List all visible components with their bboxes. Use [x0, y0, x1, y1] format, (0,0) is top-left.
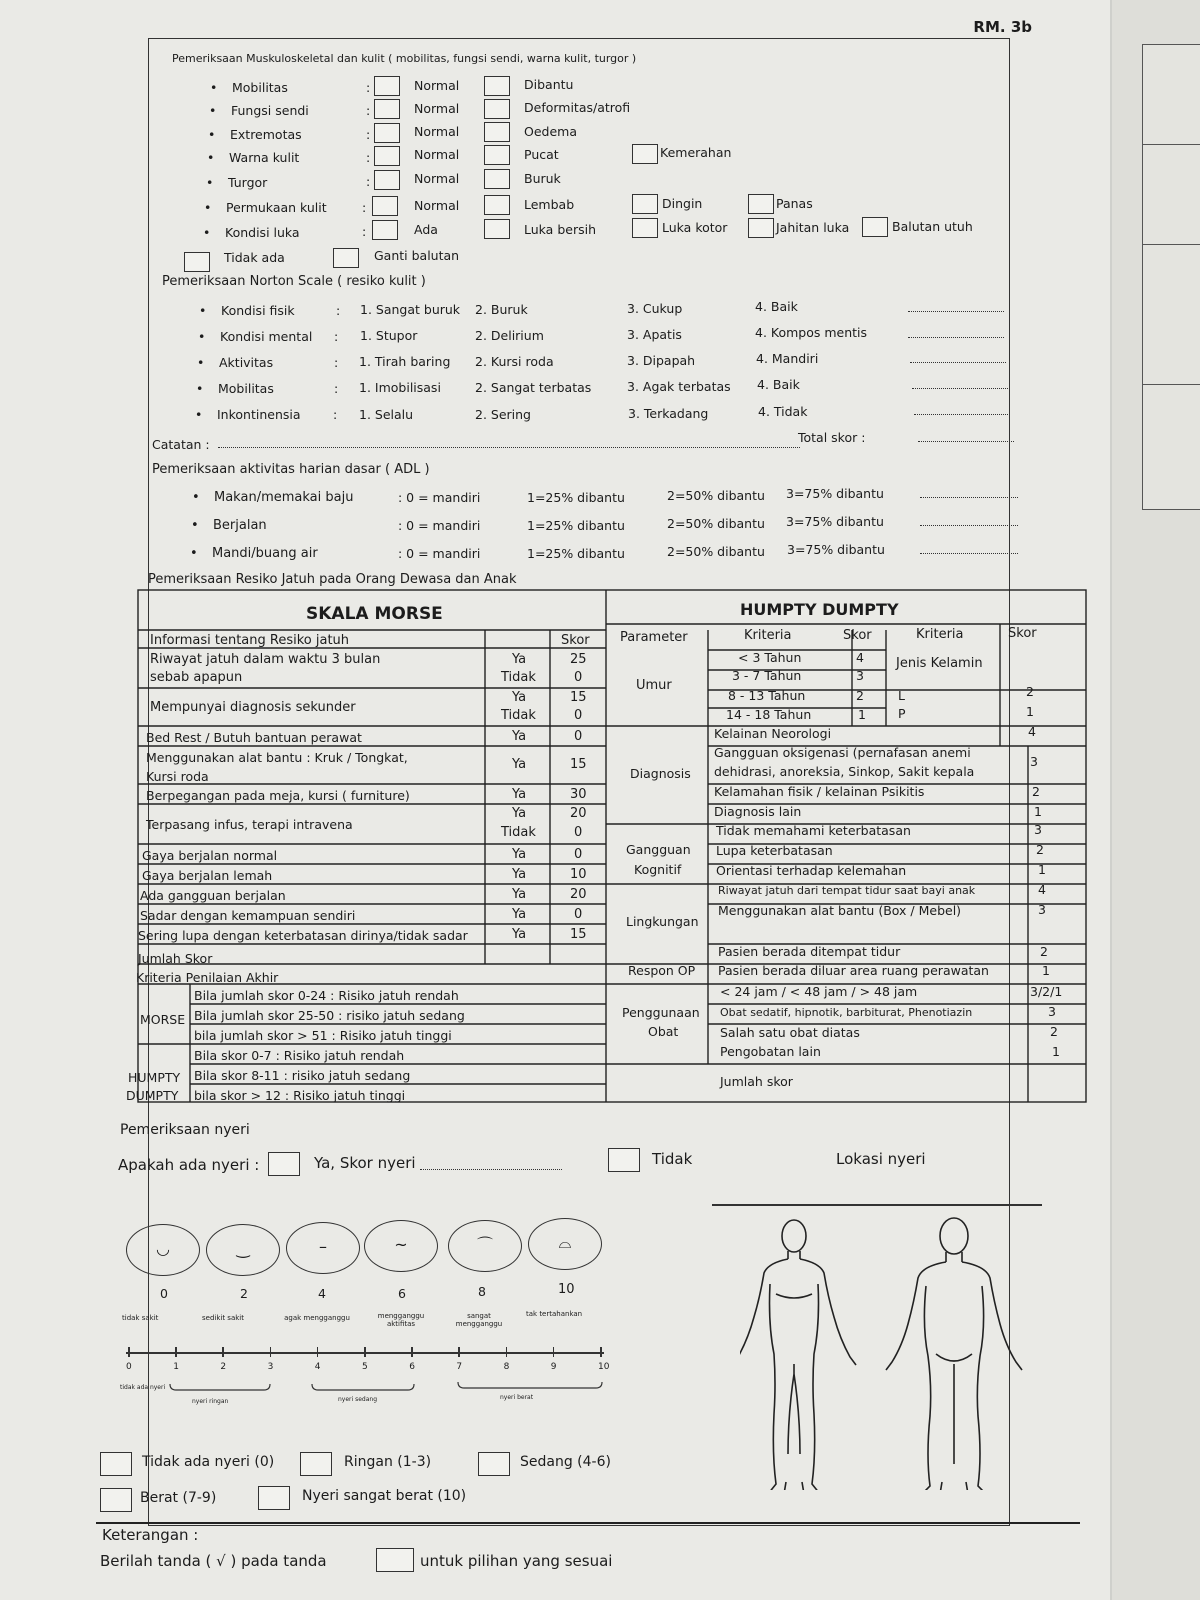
checkbox-pain-severe[interactable] — [100, 1488, 132, 1512]
face-4-icon: – — [286, 1222, 360, 1274]
scale-number: 2 — [220, 1362, 227, 1372]
face-6-icon: ~ — [364, 1220, 438, 1272]
scale-number: 7 — [456, 1362, 463, 1372]
checkbox-pain-moderate[interactable] — [478, 1452, 510, 1476]
body-front-icon — [740, 1220, 856, 1490]
face-0-icon: ◡ — [126, 1224, 200, 1276]
adjacent-box — [1142, 244, 1200, 386]
adjacent-page — [1112, 0, 1200, 1600]
scale-number: 10 — [598, 1362, 610, 1372]
scale-number: 3 — [267, 1362, 274, 1372]
checkbox-pain-mild[interactable] — [300, 1452, 332, 1476]
scale-number: 0 — [126, 1362, 132, 1372]
jatuh-title: Pemeriksaan Resiko Jatuh pada Orang Dewasa dan Anak — [148, 572, 517, 587]
musculo-label: • Fungsi sendi — [231, 103, 309, 118]
musculo-label: • Turgor — [228, 175, 267, 190]
checkbox-pain-very-severe[interactable] — [258, 1486, 290, 1510]
scale-number: 6 — [409, 1362, 415, 1372]
musculo-label: • Kondisi luka — [225, 225, 300, 240]
scale-number: 8 — [503, 1362, 510, 1372]
nyeri-title: Pemeriksaan nyeri — [120, 1122, 250, 1138]
scale-number: 9 — [550, 1362, 557, 1372]
musculo-label: • Warna kulit — [229, 150, 299, 165]
scale-number: 4 — [314, 1362, 321, 1372]
adl-title: Pemeriksaan aktivitas harian dasar ( ADL ) — [152, 462, 430, 477]
morse-title: SKALA MORSE — [306, 604, 443, 624]
form-code: RM. 3b — [973, 18, 1032, 36]
body-map[interactable] — [740, 1214, 1040, 1490]
musculo-label: • Permukaan kulit — [226, 200, 327, 215]
scale-number: 1 — [173, 1362, 179, 1372]
face-2-icon: ‿ — [206, 1224, 280, 1276]
face-8-icon: ⌒ — [448, 1220, 522, 1272]
musculo-label: • Mobilitas — [232, 80, 288, 95]
norton-title: Pemeriksaan Norton Scale ( resiko kulit ) — [162, 274, 426, 289]
adjacent-box — [1142, 384, 1200, 510]
body-back-icon — [886, 1218, 1022, 1490]
face-10-icon: ⌓ — [528, 1218, 602, 1270]
musculo-title: Pemeriksaan Muskuloskeletal dan kulit ( mobilitas, fungsi sendi, warna kulit, turgor ) — [172, 52, 637, 65]
scale-number: 5 — [362, 1362, 368, 1372]
checkbox-pain-none[interactable] — [100, 1452, 132, 1476]
adjacent-box — [1142, 144, 1200, 246]
musculo-label: • Extremotas — [230, 127, 302, 142]
keterangan: Keterangan : — [102, 1526, 199, 1544]
humpty-title: HUMPTY DUMPTY — [740, 600, 899, 619]
checkbox-legend — [376, 1548, 414, 1572]
adjacent-box — [1142, 44, 1200, 146]
